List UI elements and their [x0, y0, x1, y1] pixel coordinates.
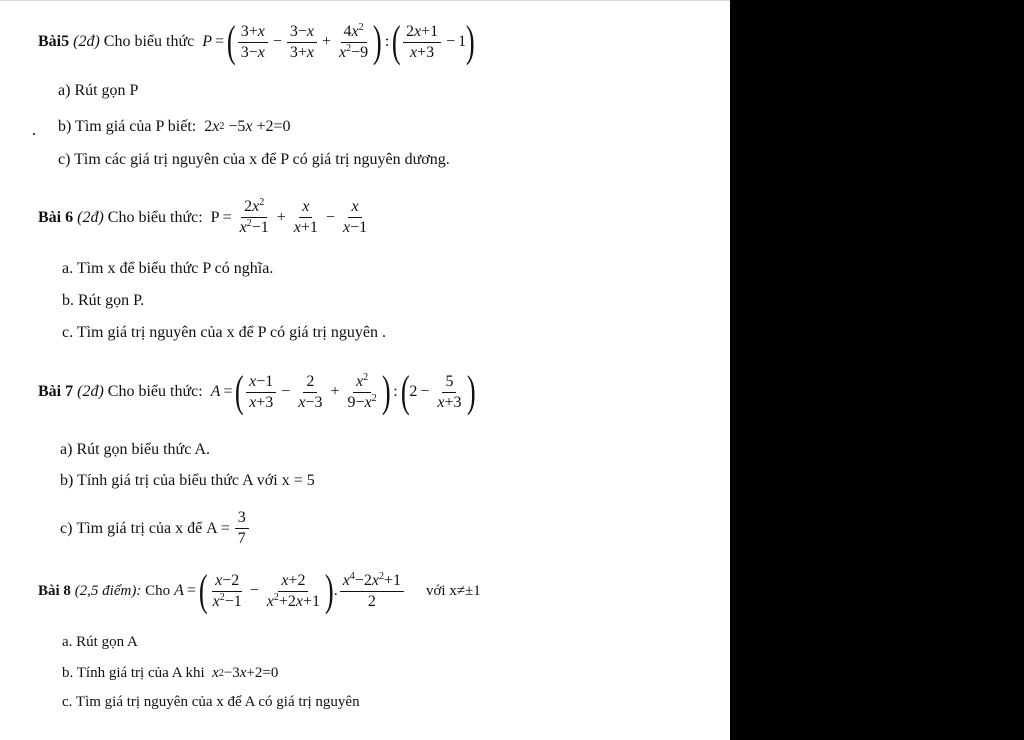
item-text: Rút gọn P — [74, 82, 139, 99]
problem-5-formula: P = ( $\frac{3+x}{3-x}$ − $\frac{3-x}{3+x}$ + $\frac{4x^2}{x^2-9}$ ) : ( $\frac{2x+1}{x+3}$ − 1 ) — [202, 17, 475, 66]
item-text: Rút gọn A — [76, 634, 138, 650]
problem-7-intro: Cho biểu thức: — [107, 383, 203, 400]
empty-dark-area — [730, 0, 1024, 740]
problem-6-item-c — [62, 324, 386, 342]
problem-6-label — [38, 209, 203, 227]
problem-5-item-c — [58, 151, 450, 169]
item-text: Tìm x để biểu thức P có nghĩa. — [76, 260, 274, 277]
problem-6-title: Bài 6 — [38, 208, 74, 226]
problem-7-item-b — [60, 472, 315, 490]
stray-dot — [33, 133, 35, 135]
problem-6-intro: Cho biểu thức: — [107, 208, 203, 226]
item-marker: a. — [62, 634, 73, 650]
problem-5-equation: 2 x 2 −5 x +2=0 — [200, 118, 291, 135]
problem-7-item-a — [60, 441, 210, 459]
item-text: Tính giá trị của biểu thức A với x = 5 — [77, 472, 315, 489]
problem-7-points: (2đ) — [77, 383, 104, 400]
problem-6-item-a — [62, 260, 273, 278]
problem-5-item-b — [58, 118, 291, 136]
item-marker: a. — [62, 260, 74, 277]
problem-8-formula: A = ( $\frac{x-2}{x^2-1}$ − $\frac{x+2}{x^2+2x+1}$ ) . $\frac{x^4-2x^2+1}{2}$ — [174, 569, 406, 613]
problem-8-intro: Cho — [145, 582, 171, 599]
item-marker: b. — [62, 665, 74, 681]
problem-6-item-b — [62, 292, 144, 310]
problem-5-title: Bài5 — [38, 33, 70, 50]
item-marker: c. — [62, 324, 74, 341]
item-text: Rút gọn biểu thức A. — [76, 441, 210, 458]
item-marker: a) — [58, 82, 71, 99]
problem-6-points: (2đ) — [77, 208, 104, 226]
item-marker: b) — [58, 118, 72, 135]
problem-5-points: (2đ) — [73, 33, 100, 50]
item-text: Rút gọn P. — [78, 292, 145, 309]
problem-8-item-a — [62, 634, 138, 651]
problem-6-heading — [38, 197, 372, 238]
item-marker: c) — [58, 151, 71, 168]
item-marker: a) — [60, 441, 73, 458]
problem-7-title: Bài 7 — [38, 383, 74, 400]
problem-7-item-c — [60, 508, 251, 549]
item-text: Tìm giá của P biết: — [75, 118, 197, 135]
problem-8-condition: với x≠±1 — [425, 582, 481, 599]
problem-7-label — [38, 383, 203, 401]
page-top-border — [0, 0, 730, 1]
problem-7-heading — [38, 367, 476, 416]
item-marker: b) — [60, 472, 74, 489]
problem-8-equation: x 2 −3 x +2=0 — [212, 665, 279, 681]
problem-8-item-c — [62, 694, 360, 711]
problem-8-heading — [38, 566, 481, 615]
item-text: Tìm các giá trị nguyên của x để P có giá trị nguyên dương. — [74, 151, 450, 168]
item-marker: c) — [60, 519, 73, 537]
problem-7-condition: A = $\frac{3}{7}$ — [202, 508, 251, 549]
item-text: Tính giá trị của A khi — [76, 665, 205, 681]
item-text: Tìm giá trị nguyên của x để A có giá trị nguyên — [75, 694, 360, 710]
item-text: Tìm giá trị của x để — [76, 519, 203, 537]
item-text: Tìm giá trị nguyên của x để P có giá trị nguyên . — [76, 324, 386, 341]
item-marker: c. — [62, 694, 73, 710]
problem-5-item-a — [58, 82, 138, 100]
problem-5-intro: Cho biểu thức — [103, 33, 195, 50]
problem-8-item-b — [62, 665, 278, 682]
problem-5-label — [38, 33, 194, 51]
problem-6-formula: P = $\frac{2x^2}{x^2-1}$ + $\frac{x}{x+1}$ − $\frac{x}{x-1}$ — [210, 197, 368, 236]
problem-8-title: Bài 8 — [38, 582, 71, 599]
problem-5-heading — [38, 17, 475, 66]
problem-7-formula: A = ( $\frac{x-1}{x+3}$ − $\frac{2}{x-3}$ + $\frac{x^2}{9-x^2}$ ) : ( 2 − $\frac{5}{x+3}$ ) — [210, 367, 476, 416]
problem-8-points: (2,5 điểm): — [74, 582, 142, 599]
item-marker: b. — [62, 292, 74, 309]
problem-8-label — [38, 583, 170, 600]
